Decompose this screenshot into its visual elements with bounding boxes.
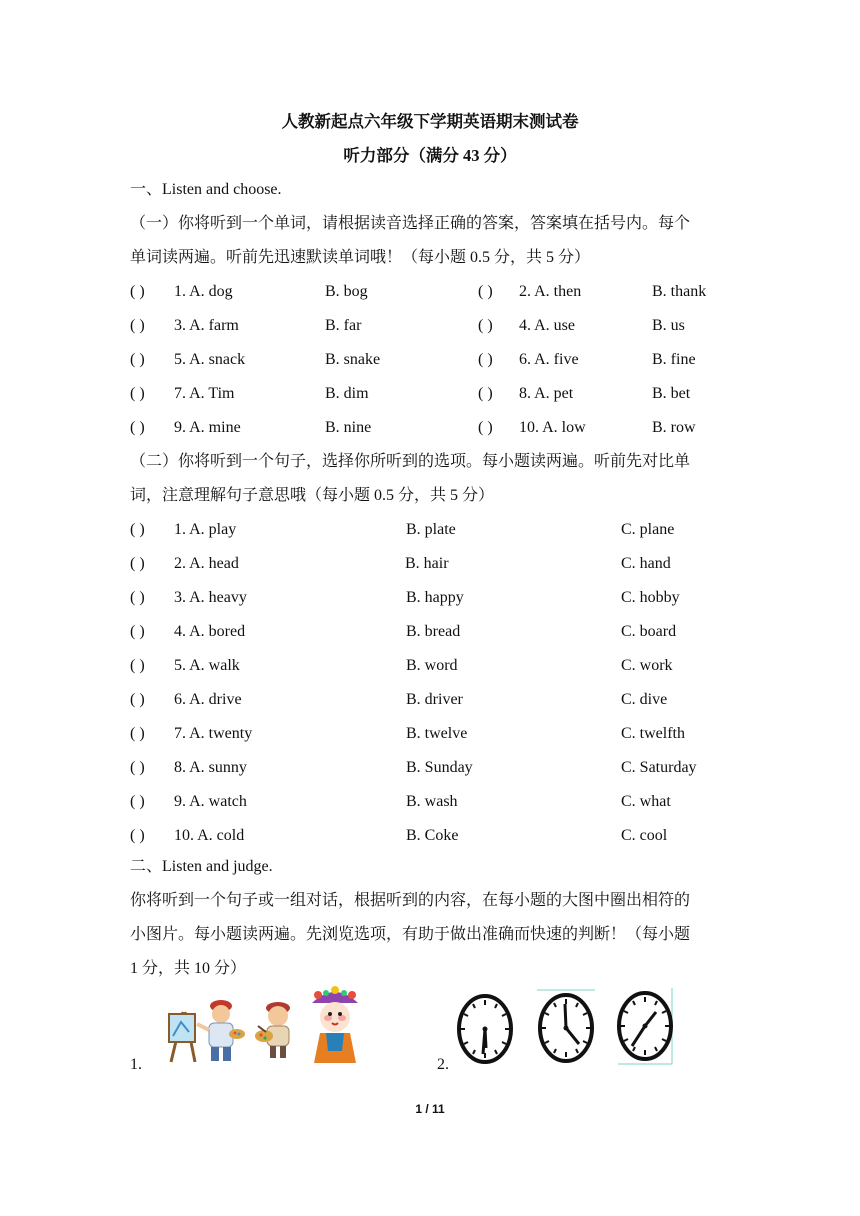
- answer-bracket[interactable]: ( ): [130, 419, 145, 436]
- option-a: 2. A. head: [174, 555, 239, 572]
- option-b: B. nine: [325, 419, 372, 436]
- option-b: B. bet: [652, 385, 691, 402]
- option-b: B. wash: [406, 793, 458, 810]
- option-b: B. snake: [325, 351, 381, 368]
- question-1-label: 1.: [130, 1056, 142, 1073]
- option-a: 10. A. low: [519, 419, 586, 436]
- section2-heading: 二、Listen and judge.: [130, 858, 273, 875]
- clock-3-image[interactable]: [614, 986, 676, 1066]
- answer-bracket[interactable]: ( ): [478, 317, 493, 334]
- clock-1-image[interactable]: [455, 992, 515, 1066]
- option-a: 3. A. farm: [174, 317, 239, 334]
- option-a: 8. A. sunny: [174, 759, 247, 776]
- option-b: B. us: [652, 317, 685, 334]
- option-b: B. word: [406, 657, 458, 674]
- option-b: B. thank: [652, 283, 707, 300]
- option-a: 7. A. twenty: [174, 725, 253, 742]
- answer-bracket[interactable]: ( ): [478, 351, 493, 368]
- option-c: C. Saturday: [621, 759, 697, 776]
- answer-bracket[interactable]: ( ): [130, 589, 145, 606]
- option-b: B. driver: [406, 691, 463, 708]
- page-subtitle: 听力部分（满分 43 分）: [343, 146, 517, 165]
- option-a: 7. A. Tim: [174, 385, 235, 402]
- answer-bracket[interactable]: ( ): [130, 623, 145, 640]
- option-b: B. far: [325, 317, 362, 334]
- answer-bracket[interactable]: ( ): [130, 351, 145, 368]
- option-a: 10. A. cold: [174, 827, 245, 844]
- option-a: 9. A. watch: [174, 793, 247, 810]
- answer-bracket[interactable]: ( ): [130, 759, 145, 776]
- answer-bracket[interactable]: ( ): [478, 385, 493, 402]
- answer-bracket[interactable]: ( ): [130, 827, 145, 844]
- answer-bracket[interactable]: ( ): [478, 419, 493, 436]
- option-c: C. hand: [621, 555, 671, 572]
- option-b: B. Sunday: [406, 759, 473, 776]
- option-a: 3. A. heavy: [174, 589, 247, 606]
- option-a: 1. A. dog: [174, 283, 233, 300]
- option-c: C. hobby: [621, 589, 680, 606]
- option-a: 4. A. bored: [174, 623, 246, 640]
- option-c: C. plane: [621, 521, 675, 538]
- page-number: 1 / 11: [415, 1102, 445, 1116]
- option-b: B. plate: [406, 521, 456, 538]
- part1-instruction-line1: （一）你将听到一个单词，请根据读音选择正确的答案，答案填在括号内。每个: [130, 215, 691, 232]
- page-title: 人教新起点六年级下学期英语期末测试卷: [281, 112, 579, 131]
- answer-bracket[interactable]: ( ): [130, 793, 145, 810]
- option-b: B. dim: [325, 385, 369, 402]
- option-b: B. bread: [406, 623, 461, 640]
- answer-bracket[interactable]: ( ): [130, 521, 145, 538]
- option-c: C. cool: [621, 827, 668, 844]
- option-b: B. fine: [652, 351, 696, 368]
- option-a: 8. A. pet: [519, 385, 574, 402]
- option-b: B. happy: [406, 589, 464, 606]
- option-c: C. twelfth: [621, 725, 685, 742]
- option-b: B. hair: [405, 555, 449, 572]
- option-a: 1. A. play: [174, 521, 237, 538]
- option-a: 5. A. walk: [174, 657, 240, 674]
- section2-instruction-line1: 你将听到一个句子或一组对话，根据听到的内容，在每小题的大图中圈出相符的: [130, 892, 691, 909]
- option-b: B. twelve: [406, 725, 468, 742]
- option-a: 9. A. mine: [174, 419, 241, 436]
- answer-bracket[interactable]: ( ): [130, 657, 145, 674]
- answer-bracket[interactable]: ( ): [130, 691, 145, 708]
- question-2-label: 2.: [437, 1056, 449, 1073]
- answer-bracket[interactable]: ( ): [130, 385, 145, 402]
- option-a: 4. A. use: [519, 317, 575, 334]
- section2-instruction-line3: 1 分，共 10 分）: [130, 960, 247, 977]
- option-c: C. dive: [621, 691, 668, 708]
- painter-with-palette-image[interactable]: [252, 998, 300, 1060]
- opera-performer-image[interactable]: [306, 985, 364, 1065]
- option-a: 5. A. snack: [174, 351, 246, 368]
- answer-bracket[interactable]: ( ): [130, 317, 145, 334]
- answer-bracket[interactable]: ( ): [130, 555, 145, 572]
- part2-instruction-line2: 词，注意理解句子意思哦（每小题 0.5 分，共 5 分）: [130, 487, 495, 504]
- option-b: B. bog: [325, 283, 368, 300]
- section2-instruction-line2: 小图片。每小题读两遍。先浏览选项，有助于做出准确而快速的判断！（每小题: [130, 926, 691, 943]
- answer-bracket[interactable]: ( ): [478, 283, 493, 300]
- painter-at-easel-image[interactable]: [163, 992, 245, 1064]
- option-c: C. what: [621, 793, 671, 810]
- option-b: B. Coke: [406, 827, 459, 844]
- option-c: C. work: [621, 657, 673, 674]
- option-a: 6. A. five: [519, 351, 579, 368]
- answer-bracket[interactable]: ( ): [130, 283, 145, 300]
- option-a: 2. A. then: [519, 283, 582, 300]
- part1-instruction-line2: 单词读两遍。听前先迅速默读单词哦！（每小题 0.5 分，共 5 分）: [130, 249, 591, 266]
- option-a: 6. A. drive: [174, 691, 242, 708]
- section1-heading: 一、Listen and choose.: [130, 181, 282, 198]
- option-c: C. board: [621, 623, 677, 640]
- option-b: B. row: [652, 419, 696, 436]
- answer-bracket[interactable]: ( ): [130, 725, 145, 742]
- clock-2-image[interactable]: [535, 988, 597, 1066]
- part2-instruction-line1: （二）你将听到一个句子，选择你所听到的选项。每小题读两遍。听前先对比单: [130, 453, 691, 470]
